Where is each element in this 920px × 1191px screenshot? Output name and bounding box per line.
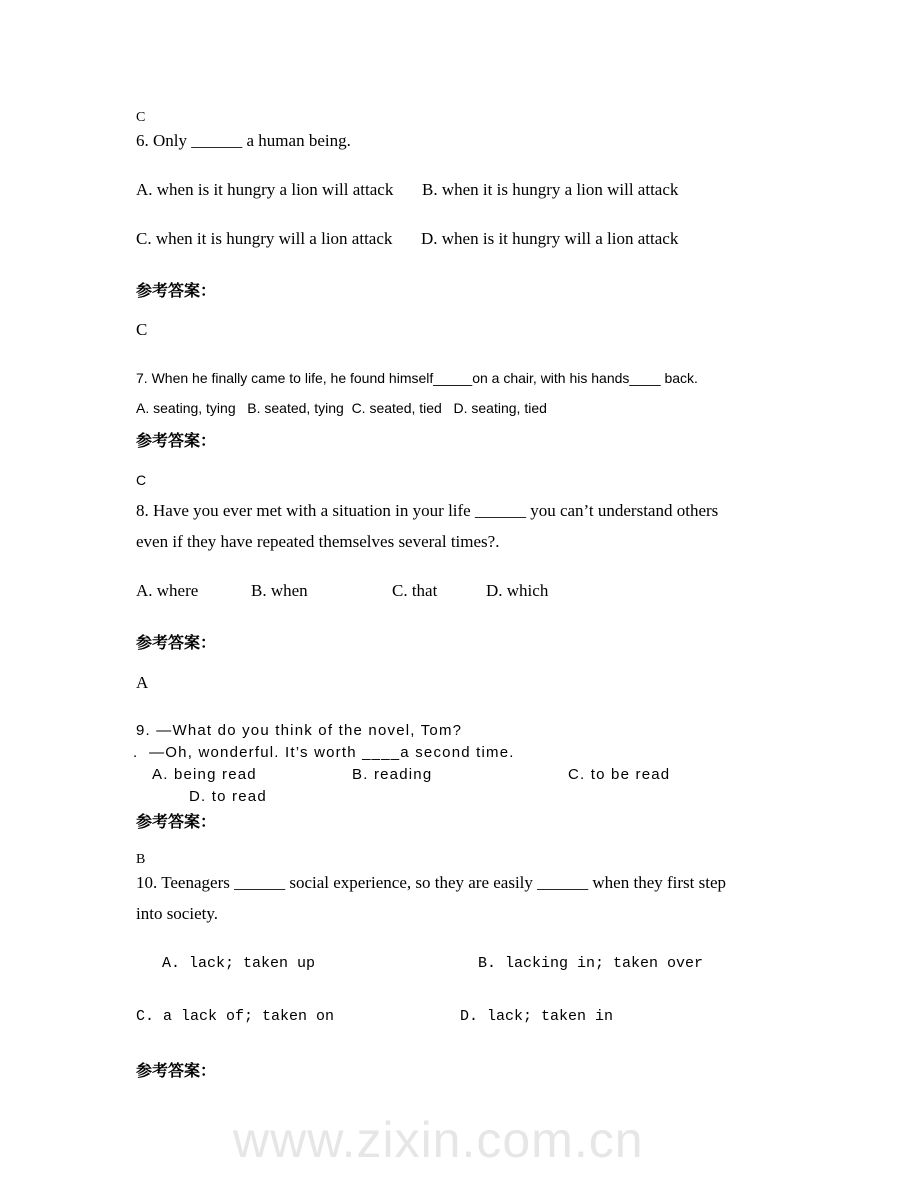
q7-question: 7. When he finally came to life, he found himself_____on a chair, with his hands____ back.: [136, 370, 698, 386]
answer-heading: 参考答案：: [136, 431, 217, 450]
q7-answer: C: [136, 472, 147, 488]
q9-question-line2: . —Oh, wonderful. It’s worth ____a second time.: [133, 744, 515, 761]
q9-option-c: C. to be read: [568, 766, 671, 783]
q10-question-line1: 10. Teenagers ______ social experience, so they are easily ______ when they first step: [136, 873, 727, 892]
q6-option-a: A. when is it hungry a lion will attack: [136, 180, 394, 199]
q6-answer: C: [136, 320, 148, 339]
q9-option-b: B. reading: [352, 766, 433, 783]
q8-question-line2: even if they have repeated themselves several times?.: [136, 532, 500, 551]
q10-option-a: A. lack; taken up: [162, 955, 316, 972]
q10-option-d: D. lack; taken in: [460, 1008, 614, 1025]
q9-option-d: D. to read: [189, 788, 267, 805]
q7-options: A. seating, tying B. seated, tying C. seated, tied D. seating, tied: [136, 400, 547, 416]
q8-answer: A: [136, 673, 149, 692]
q9-answer: B: [136, 852, 146, 867]
answer-heading: 参考答案：: [136, 1061, 217, 1080]
q10-question-line2: into society.: [136, 904, 218, 923]
q6-option-c: C. when it is hungry will a lion attack: [136, 229, 393, 248]
q9-option-a: A. being read: [152, 766, 257, 783]
previous-answer: C: [136, 110, 146, 125]
q10-option-c: C. a lack of; taken on: [136, 1008, 335, 1025]
watermark: www.zixin.com.cn: [233, 1112, 644, 1168]
q8-option-a: A. where: [136, 581, 199, 600]
q8-option-c: C. that: [392, 581, 438, 600]
answer-heading: 参考答案：: [136, 812, 217, 831]
q8-option-d: D. which: [486, 581, 549, 600]
q6-question: 6. Only ______ a human being.: [136, 131, 351, 150]
q9-question-line1: 9. —What do you think of the novel, Tom?: [136, 722, 463, 739]
q6-option-d: D. when is it hungry will a lion attack: [421, 229, 679, 248]
answer-heading: 参考答案：: [136, 633, 217, 652]
q8-option-b: B. when: [251, 581, 308, 600]
answer-heading: 参考答案：: [136, 281, 217, 300]
q10-option-b: B. lacking in; taken over: [478, 955, 704, 972]
q8-question-line1: 8. Have you ever met with a situation in your life ______ you can’t understand others: [136, 501, 719, 520]
q6-option-b: B. when it is hungry a lion will attack: [422, 180, 679, 199]
